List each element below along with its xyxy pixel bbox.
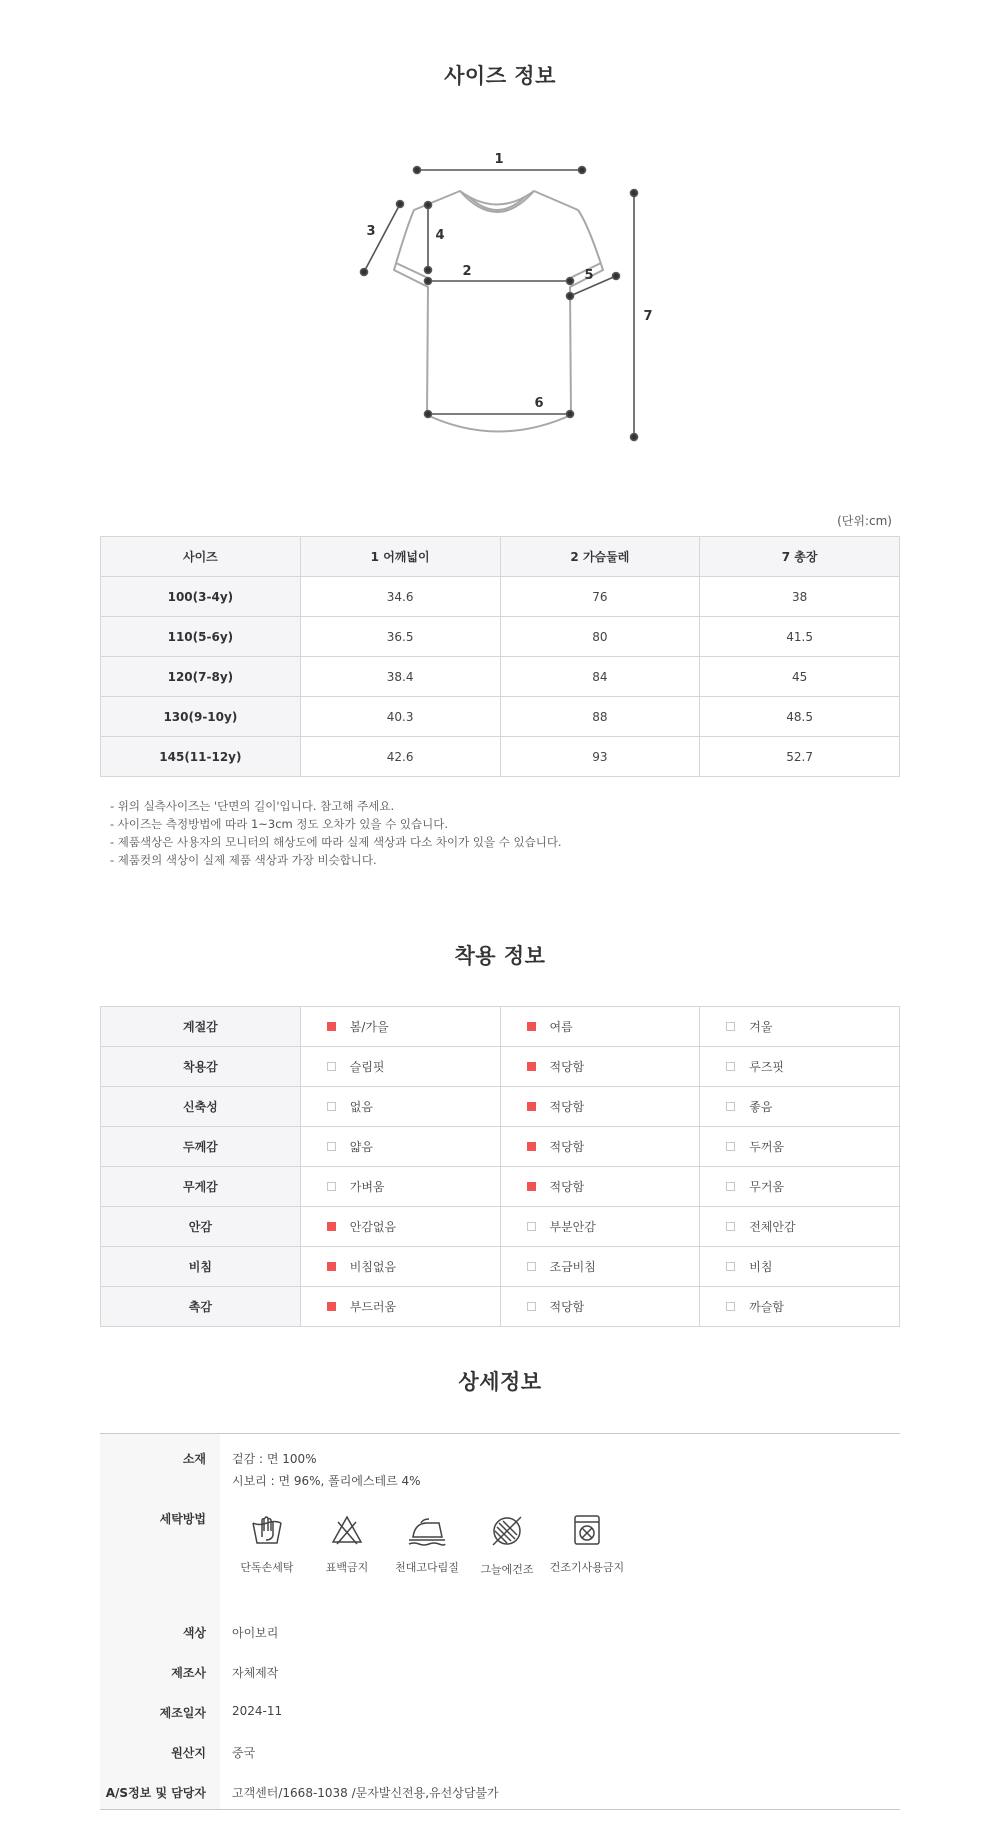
maker-label: 제조사: [171, 1666, 206, 1680]
fit-row-label: 무게감: [101, 1167, 301, 1207]
unchecked-box-icon: [327, 1142, 336, 1151]
fit-option: [700, 1287, 900, 1327]
fit-row-label: 비침: [101, 1247, 301, 1287]
no-bleach-icon: [330, 1513, 364, 1547]
fit-option-label: 까슬함: [749, 1300, 785, 1314]
fit-option: [300, 1007, 500, 1047]
tshirt-measurement-diagram: [340, 140, 670, 450]
unchecked-box-icon: [726, 1102, 735, 1111]
fit-option: [500, 1167, 700, 1207]
checked-box-icon: [327, 1302, 336, 1311]
checked-box-icon: [527, 1062, 536, 1071]
header-shoulder: 1 어깨넓이: [300, 537, 500, 577]
chest-cell: 84: [500, 657, 700, 697]
wash-item: [382, 1513, 472, 1575]
fit-row-label: 착용감: [101, 1047, 301, 1087]
chest-cell: 80: [500, 617, 700, 657]
fit-option-label: 부드러움: [349, 1300, 397, 1314]
fit-option-label: 전체안감: [749, 1220, 796, 1234]
diagram-label-7: 7: [643, 309, 653, 324]
fit-option-label: 겨울: [749, 1020, 773, 1034]
unchecked-box-icon: [726, 1142, 735, 1151]
fit-option: [700, 1127, 900, 1167]
as-info-value: 고객센터/1668-1038 /문자발신전용,유선상담불가: [232, 1786, 499, 1800]
detail-top-divider: [100, 1433, 900, 1434]
origin-value: 중국: [232, 1746, 256, 1760]
fit-row-label: 신축성: [101, 1087, 301, 1127]
fit-option-label: 부분안감: [549, 1220, 596, 1234]
fit-option: [500, 1007, 700, 1047]
detail-section-title: 상세정보: [458, 1370, 542, 1394]
fit-row-label: 두께감: [101, 1127, 301, 1167]
no-tumble-dry-icon: [570, 1513, 604, 1547]
unchecked-box-icon: [327, 1182, 336, 1191]
fit-option-label: 적당함: [549, 1060, 585, 1074]
color-value: 아이보리: [232, 1626, 279, 1640]
table-row: [101, 1247, 900, 1287]
fit-option-label: 적당함: [549, 1300, 585, 1314]
unchecked-box-icon: [726, 1222, 735, 1231]
fit-row-label: 안감: [101, 1207, 301, 1247]
wash-item-label: 단독손세탁: [240, 1561, 294, 1574]
note-line: - 제품컷의 색상이 실제 제품 색상과 가장 비슷합니다.: [110, 853, 377, 867]
unchecked-box-icon: [527, 1222, 536, 1231]
unchecked-box-icon: [327, 1062, 336, 1071]
shoulder-cell: 36.5: [300, 617, 500, 657]
checked-box-icon: [327, 1262, 336, 1271]
header-chest: 2 가슴둘레: [500, 537, 700, 577]
table-row: [101, 1207, 900, 1247]
fit-option-label: 조금비침: [549, 1260, 596, 1274]
chest-cell: 88: [500, 697, 700, 737]
shoulder-cell: 34.6: [300, 577, 500, 617]
fit-section-title: 착용 정보: [454, 944, 546, 968]
length-cell: 41.5: [700, 617, 900, 657]
chest-cell: 93: [500, 737, 700, 777]
fit-option-label: 봄/가을: [349, 1020, 389, 1034]
table-row: [101, 697, 900, 737]
diagram-label-2: 2: [462, 264, 472, 279]
shoulder-cell: 42.6: [300, 737, 500, 777]
fit-option-label: 슬림핏: [349, 1060, 385, 1074]
unchecked-box-icon: [726, 1302, 735, 1311]
size-notes: [110, 797, 562, 869]
fit-option-label: 적당함: [549, 1100, 585, 1114]
table-row: [101, 1007, 900, 1047]
checked-box-icon: [327, 1222, 336, 1231]
fit-option: [300, 1207, 500, 1247]
wash-item: [542, 1513, 632, 1575]
diagram-label-1: 1: [494, 152, 504, 167]
fit-option: [500, 1247, 700, 1287]
fit-option-label: 적당함: [549, 1140, 585, 1154]
wash-item: [302, 1513, 392, 1575]
fit-option: [300, 1287, 500, 1327]
size-cell: 145(11-12y): [101, 737, 301, 777]
size-table: [100, 536, 900, 777]
detail-bottom-divider: [100, 1809, 900, 1810]
material-line: 겉감 : 면 100%: [232, 1452, 317, 1466]
checked-box-icon: [527, 1182, 536, 1191]
wash-item-label: 표백금지: [325, 1561, 369, 1574]
fit-info-table: [100, 1006, 900, 1327]
fit-option-label: 비침없음: [349, 1260, 397, 1274]
unchecked-box-icon: [726, 1262, 735, 1271]
checked-box-icon: [327, 1022, 336, 1031]
fit-option: [300, 1047, 500, 1087]
fit-option-label: 좋음: [749, 1100, 773, 1114]
date-value: 2024-11: [232, 1704, 283, 1718]
fit-option: [700, 1047, 900, 1087]
diagram-label-3: 3: [366, 224, 376, 239]
fit-row-label: 계절감: [101, 1007, 301, 1047]
shade-dry-icon: [489, 1513, 525, 1549]
fit-option: [500, 1127, 700, 1167]
checked-box-icon: [527, 1142, 536, 1151]
length-cell: 52.7: [700, 737, 900, 777]
table-row: [101, 657, 900, 697]
fit-option: [700, 1087, 900, 1127]
table-row: [101, 1287, 900, 1327]
note-line: - 위의 실측사이즈는 '단면의 길이'입니다. 참고해 주세요.: [110, 799, 395, 813]
unchecked-box-icon: [527, 1302, 536, 1311]
table-row: [101, 1167, 900, 1207]
unchecked-box-icon: [726, 1062, 735, 1071]
fit-option: [700, 1207, 900, 1247]
iron-cloth-icon: [407, 1513, 447, 1547]
shoulder-cell: 38.4: [300, 657, 500, 697]
material-line: 시보리 : 면 96%, 폴리에스테르 4%: [232, 1474, 421, 1488]
size-unit-label: (단위:cm): [837, 514, 892, 528]
fit-option: [700, 1247, 900, 1287]
fit-option-label: 두꺼움: [749, 1140, 785, 1154]
table-row: [101, 577, 900, 617]
maker-value: 자체제작: [232, 1666, 279, 1680]
unchecked-box-icon: [527, 1262, 536, 1271]
unchecked-box-icon: [726, 1182, 735, 1191]
fit-option-label: 적당함: [549, 1180, 585, 1194]
diagram-label-5: 5: [584, 268, 594, 283]
fit-option: [700, 1167, 900, 1207]
fit-option: [700, 1007, 900, 1047]
fit-option: [300, 1167, 500, 1207]
wash-item-label: 그늘에건조: [480, 1563, 534, 1576]
date-label: 제조일자: [159, 1706, 206, 1720]
fit-option-label: 무거움: [749, 1180, 785, 1194]
size-cell: 100(3-4y): [101, 577, 301, 617]
fit-option-label: 없음: [349, 1100, 373, 1114]
fit-option-label: 비침: [749, 1260, 773, 1274]
diagram-label-6: 6: [534, 396, 544, 411]
table-row: [101, 1127, 900, 1167]
note-line: - 제품색상은 사용자의 모니터의 해상도에 따라 실제 색상과 다소 차이가 있을 수 있습니다.: [110, 835, 562, 849]
wash-item: [222, 1513, 312, 1575]
size-table-header-row: [101, 537, 900, 577]
material-label: 소재: [182, 1452, 206, 1466]
checked-box-icon: [527, 1102, 536, 1111]
diagram-label-4: 4: [435, 228, 445, 243]
fit-option: [500, 1287, 700, 1327]
as-info-label: A/S정보 및 담당자: [105, 1786, 206, 1800]
size-section-title: 사이즈 정보: [444, 64, 556, 88]
fit-option-label: 얇음: [349, 1140, 373, 1154]
table-row: [101, 617, 900, 657]
fit-row-label: 촉감: [101, 1287, 301, 1327]
fit-option-label: 가벼움: [349, 1180, 385, 1194]
fit-option: [500, 1207, 700, 1247]
fit-option-label: 루즈핏: [749, 1060, 785, 1074]
table-row: [101, 1087, 900, 1127]
size-cell: 110(5-6y): [101, 617, 301, 657]
header-size: 사이즈: [101, 537, 301, 577]
fit-option: [300, 1247, 500, 1287]
length-cell: 38: [700, 577, 900, 617]
hand-wash-icon: [250, 1513, 284, 1547]
fit-option-label: 여름: [549, 1020, 573, 1034]
checked-box-icon: [527, 1022, 536, 1031]
chest-cell: 76: [500, 577, 700, 617]
unchecked-box-icon: [327, 1102, 336, 1111]
wash-item: [462, 1513, 552, 1577]
fit-option-label: 안감없음: [349, 1220, 397, 1234]
length-cell: 45: [700, 657, 900, 697]
header-length: 7 총장: [700, 537, 900, 577]
fit-option: [300, 1127, 500, 1167]
size-cell: 130(9-10y): [101, 697, 301, 737]
origin-label: 원산지: [171, 1746, 206, 1760]
wash-item-label: 건조기사용금지: [549, 1561, 625, 1574]
fit-option: [500, 1087, 700, 1127]
color-label: 색상: [182, 1626, 206, 1640]
table-row: [101, 1047, 900, 1087]
length-cell: 48.5: [700, 697, 900, 737]
shoulder-cell: 40.3: [300, 697, 500, 737]
fit-option: [300, 1087, 500, 1127]
unchecked-box-icon: [726, 1022, 735, 1031]
wash-label: 세탁방법: [159, 1512, 206, 1526]
wash-item-label: 천대고다림질: [395, 1561, 459, 1574]
table-row: [101, 737, 900, 777]
fit-option: [500, 1047, 700, 1087]
size-cell: 120(7-8y): [101, 657, 301, 697]
note-line: - 사이즈는 측정방법에 따라 1~3cm 정도 오차가 있을 수 있습니다.: [110, 817, 449, 831]
